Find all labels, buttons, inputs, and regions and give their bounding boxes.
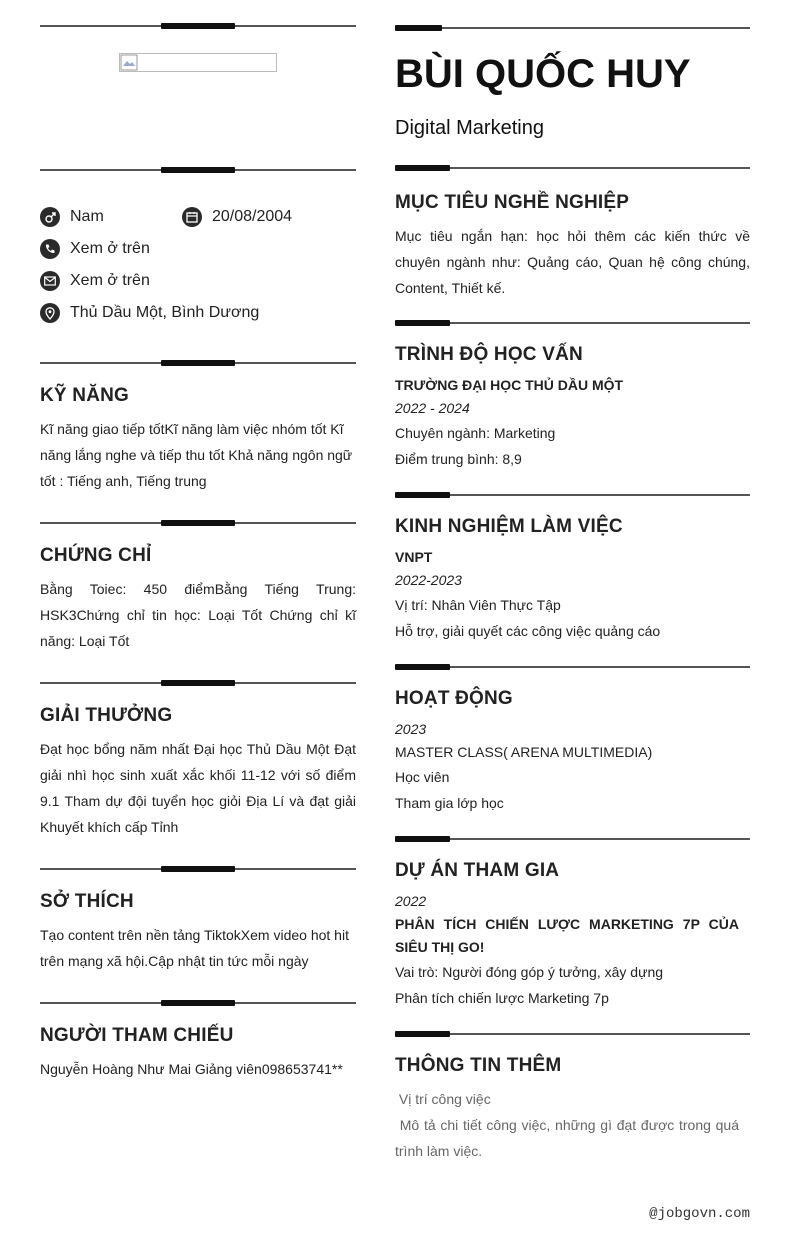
awards-title: GIẢI THƯỞNG xyxy=(40,705,173,726)
profile-photo xyxy=(119,53,277,72)
watermark: @jobgovn.com xyxy=(649,1206,750,1222)
projects-description: Phân tích chiến lược Marketing 7p xyxy=(395,990,609,1006)
awards-text: Đạt học bổng năm nhất Đại học Thủ Dầu Một Đạt giải nhì học sinh xuất xắc khối 11-12 với số điểm 9.1 Tham dự đội tuyển học giỏi Địa Lí và đạt giải Khuyết khích cấp Tỉnh xyxy=(40,741,356,835)
mail-icon xyxy=(40,271,60,291)
experience-description: Hỗ trợ, giải quyết các công việc quảng cáo xyxy=(395,623,661,639)
additional-description: Mô tả chi tiết công việc, những gì đạt được trong quá trình làm việc. xyxy=(395,1117,743,1159)
hobbies-text: Tạo content trên nền tảng TiktokXem video hot hit trên mạng xã hội.Cập nhật tin tức mỗi ngày xyxy=(40,927,349,969)
experience-position: Vị trí: Nhân Viên Thực Tập xyxy=(395,597,561,613)
education-school: TRƯỜNG ĐẠI HỌC THỦ DẦU MỘT xyxy=(395,377,624,393)
section-divider xyxy=(40,679,356,687)
gender-value: Nam xyxy=(70,208,104,225)
education-gpa: Điểm trung bình: 8,9 xyxy=(395,451,522,467)
activities-role: Học viên xyxy=(395,769,450,785)
phone-value: Xem ở trên xyxy=(70,240,150,257)
section-divider xyxy=(395,24,750,32)
calendar-icon xyxy=(182,207,202,227)
references-text: Nguyễn Hoàng Như Mai Giảng viên098653741** xyxy=(40,1061,343,1077)
objective-text: Mục tiêu ngắn hạn: học hỏi thêm các kiến thức về chuyên ngành như: Quảng cáo, Quan hệ công chúng, Content, Thiết kế. xyxy=(395,228,750,296)
candidate-name: BÙI QUỐC HUY xyxy=(395,52,691,96)
address-value: Thủ Dầu Một, Bình Dương xyxy=(70,304,260,321)
activities-year: 2023 xyxy=(395,721,427,737)
location-pin-icon xyxy=(40,303,60,323)
references-title: NGƯỜI THAM CHIẾU xyxy=(40,1025,234,1046)
additional-title: THÔNG TIN THÊM xyxy=(395,1055,562,1076)
section-divider xyxy=(40,865,356,873)
birthdate-value: 20/08/2004 xyxy=(212,208,293,225)
section-divider xyxy=(395,164,750,172)
hobbies-title: SỞ THÍCH xyxy=(40,891,134,912)
skills-text: Kĩ năng giao tiếp tốtKĩ năng làm việc nhóm tốt Kĩ năng lắng nghe và tiếp thu tốt Khả năng ngôn ngữ tốt : Tiếng anh, Tiếng trung xyxy=(40,421,353,489)
experience-company: VNPT xyxy=(395,549,433,565)
gender-row xyxy=(40,207,104,227)
section-divider xyxy=(40,22,356,30)
address-row xyxy=(40,303,259,323)
phone-icon xyxy=(40,239,60,259)
activities-title: HOẠT ĐỘNG xyxy=(395,688,513,709)
activities-name: MASTER CLASS( ARENA MULTIMEDIA) xyxy=(395,744,653,760)
projects-name: PHÂN TÍCH CHIẾN LƯỢC MARKETING 7P CỦA SIÊU THỊ GO! xyxy=(395,916,739,955)
education-major: Chuyên ngành: Marketing xyxy=(395,425,556,441)
section-divider xyxy=(395,1030,750,1038)
gender-icon xyxy=(40,207,60,227)
projects-year: 2022 xyxy=(395,893,427,909)
email-value: Xem ở trên xyxy=(70,272,150,289)
phone-row xyxy=(40,239,150,259)
birthdate-row xyxy=(182,207,292,227)
objective-title: MỤC TIÊU NGHỀ NGHIỆP xyxy=(395,192,630,213)
section-divider xyxy=(40,999,356,1007)
section-divider xyxy=(395,319,750,327)
section-divider xyxy=(395,663,750,671)
projects-role: Vai trò: Người đóng góp ý tưởng, xây dựng xyxy=(395,964,664,980)
education-period: 2022 - 2024 xyxy=(395,400,470,416)
skills-title: KỸ NĂNG xyxy=(40,385,130,406)
section-divider xyxy=(40,359,356,367)
section-divider xyxy=(40,519,356,527)
candidate-role: Digital Marketing xyxy=(395,117,544,139)
certificates-text: Bằng Toiec: 450 điểmBằng Tiếng Trung: HSK3Chứng chỉ tin học: Loại Tốt Chứng chỉ kĩ năng: Loại Tốt xyxy=(40,581,356,649)
section-divider xyxy=(395,491,750,499)
projects-title: DỰ ÁN THAM GIA xyxy=(395,860,560,881)
broken-image-icon xyxy=(120,54,138,71)
experience-period: 2022-2023 xyxy=(395,572,462,588)
section-divider xyxy=(40,166,356,174)
email-row xyxy=(40,271,150,291)
additional-position: Vị trí công việc xyxy=(395,1091,491,1107)
education-title: TRÌNH ĐỘ HỌC VẤN xyxy=(395,344,583,365)
section-divider xyxy=(395,835,750,843)
experience-title: KINH NGHIỆM LÀM VIỆC xyxy=(395,516,623,537)
certificates-title: CHỨNG CHỈ xyxy=(40,545,152,566)
activities-description: Tham gia lớp học xyxy=(395,795,504,811)
